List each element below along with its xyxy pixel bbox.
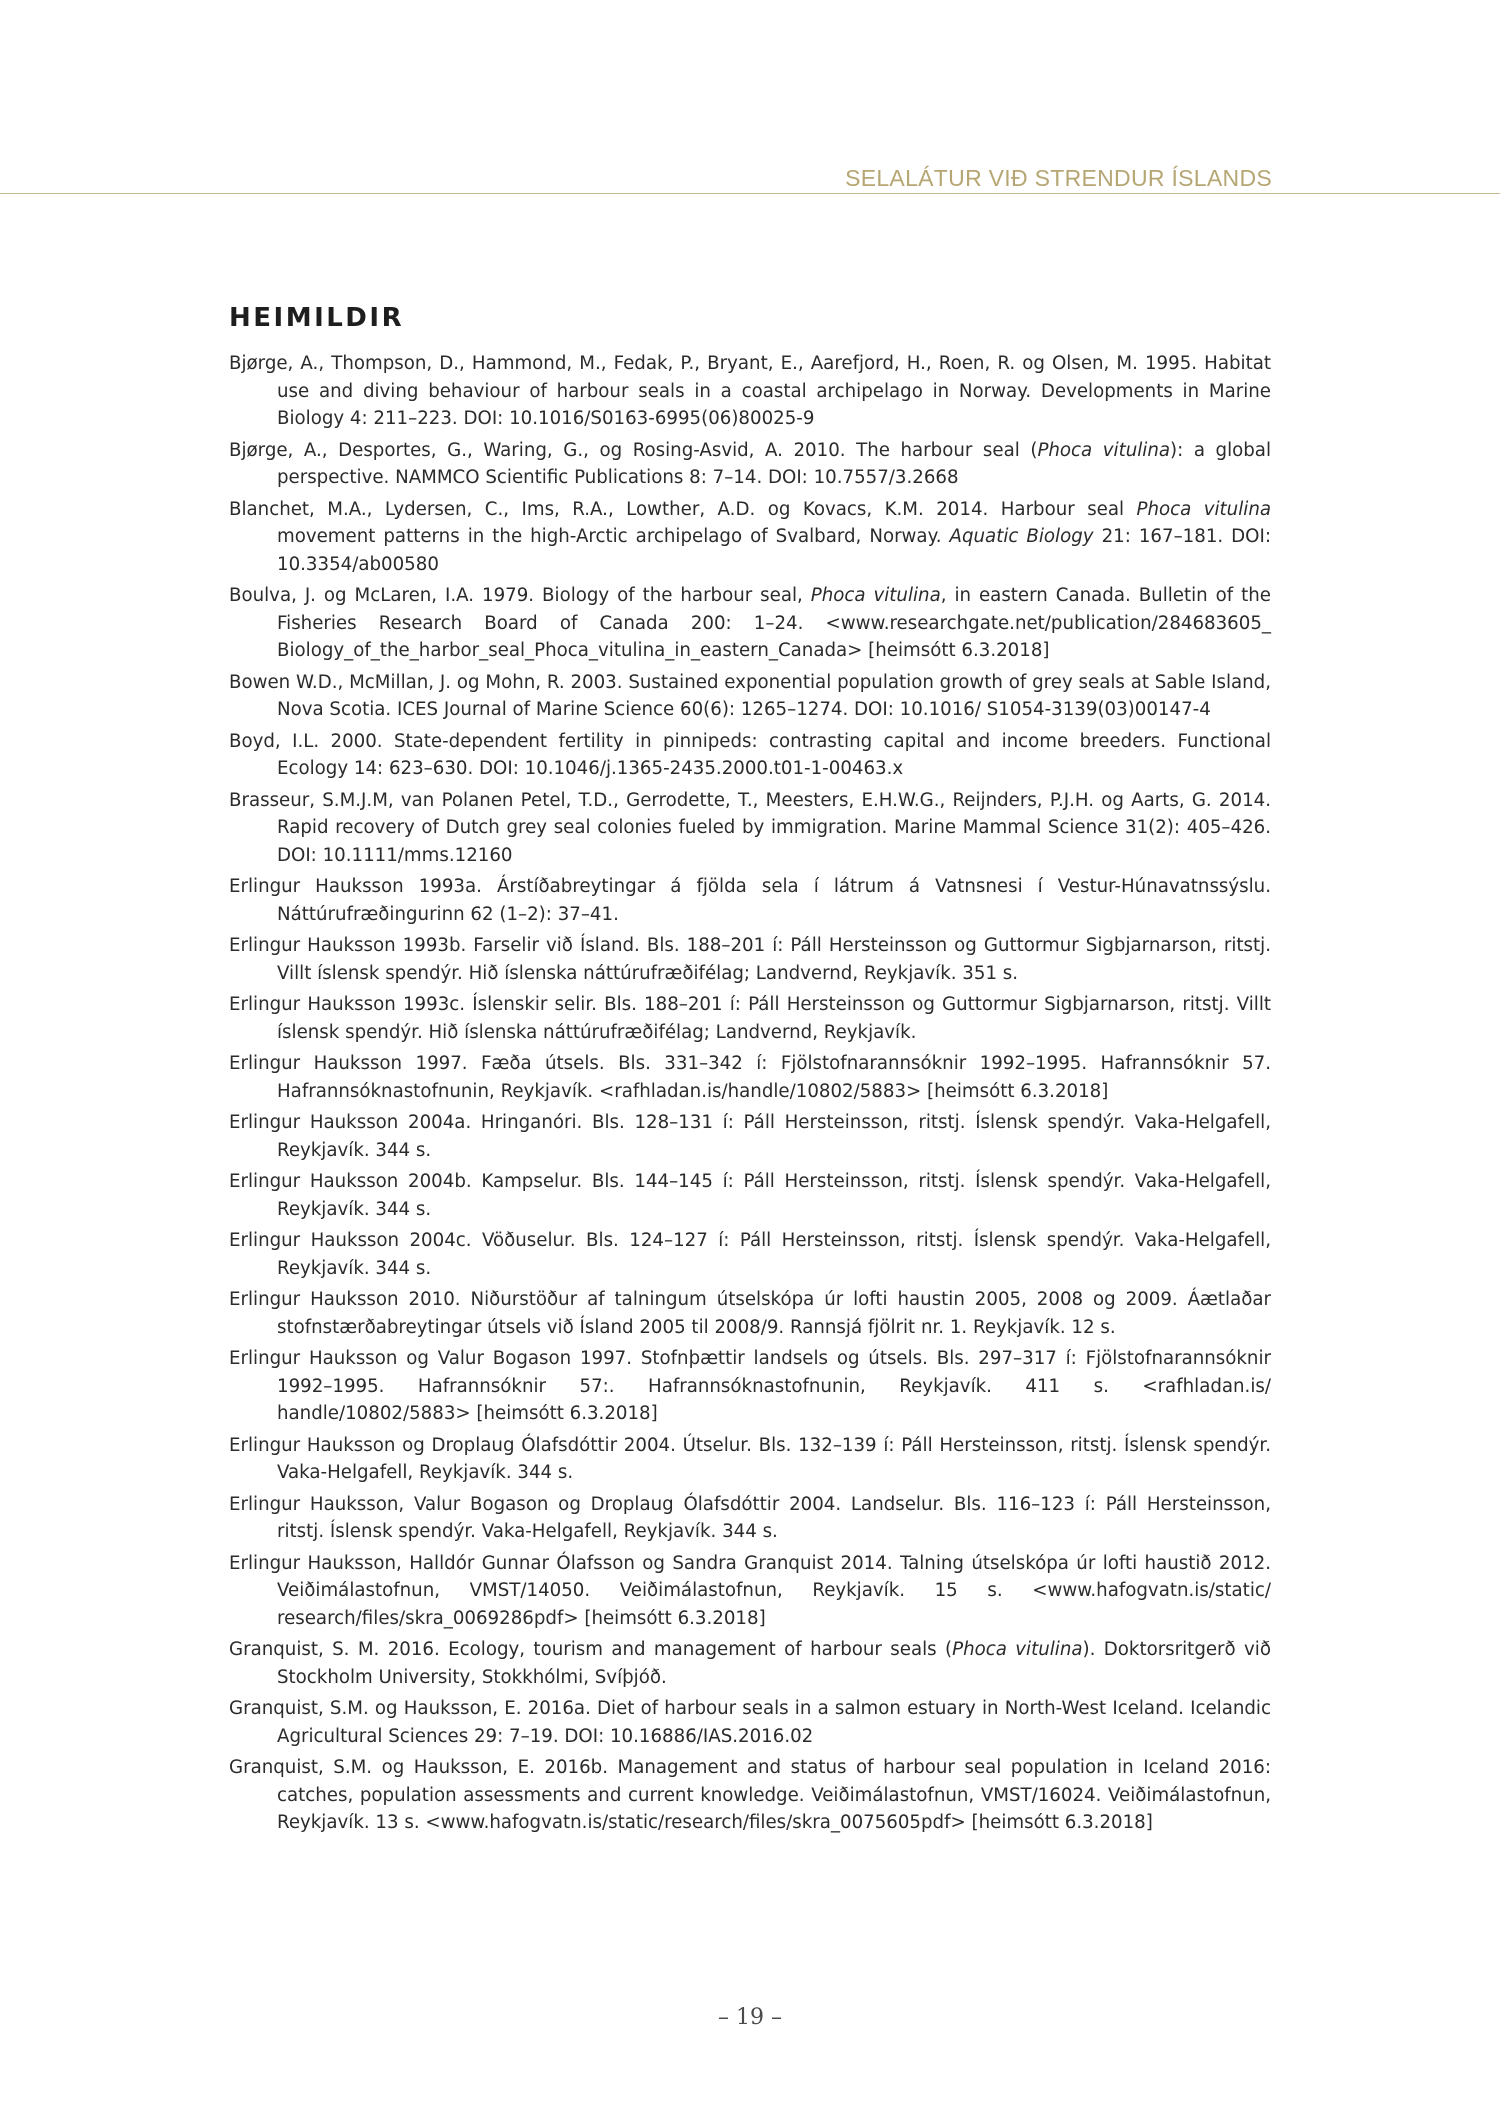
reference-entry [229,1345,1271,1428]
reference-entry [229,1491,1271,1546]
reference-entry [229,728,1271,783]
reference-entry [229,437,1271,492]
reference-entry [229,582,1271,665]
reference-text: Erlingur Hauksson, Halldór Gunnar Ólafsson og Sandra Granquist 2014. Talning útselskópa úr lofti haustið 2012. Veiðimálastofnun, VMST/14050. Veiðimálastofnun, Reykjavík. 15 s. <www.hafogvatn.is/static/ research/files/skra_0069286pdf> [heimsótt 6.3.2018] [229,1552,1271,1629]
reference-text: Granquist, S.M. og Hauksson, E. 2016a. Diet of harbour seals in a salmon estuary in North-West Iceland. Icelandic Agricultural Sciences 29: 7–19. DOI: 10.16886/IAS.2016.02 [229,1698,1271,1747]
reference-text: Erlingur Hauksson 1993a. Árstíðabreytingar á fjölda sela í látrum á Vatnsnesi í Vestur-Húnavatnssýslu. Náttúrufræðingurinn 62 (1–2): 37–41. [229,876,1271,925]
reference-text: 21: 167–181. DOI: 10.3354/ab00580 [277,526,1271,575]
reference-entry [229,1286,1271,1341]
reference-entry [229,1636,1271,1691]
reference-text: Bowen W.D., McMillan, J. og Mohn, R. 2003. Sustained exponential population growth of grey seals at Sable Island, Nova Scotia. ICES Journal of Marine Science 60(6): 1265–1274. DOI: 10.1016/ S1054-3139(03)00147-4 [229,671,1271,720]
reference-text: movement patterns in the high-Arctic archipelago of Svalbard, Norway. [277,526,950,547]
reference-text: ): a global perspective. NAMMCO Scientific Publications 8: 7–14. DOI: 10.7557/3.2668 [277,439,1271,488]
reference-entry [229,1050,1271,1105]
reference-text: Erlingur Hauksson 1993b. Farselir við Ísland. Bls. 188–201 í: Páll Hersteinsson og Guttormur Sigbjarnarson, ritstj. Villt íslensk spendýr. Hið íslenska náttúrufræðifélag; Landvernd, Reykjavík. 351 s. [229,935,1271,984]
reference-italic-text: Phoca vitulina [1136,498,1271,520]
reference-text: Erlingur Hauksson 2004b. Kampselur. Bls. 144–145 í: Páll Hersteinsson, ritstj. Íslensk spendýr. Vaka-Helgafell, Reykjavík. 344 s. [229,1171,1271,1220]
reference-text: Erlingur Hauksson og Valur Bogason 1997. Stofnþættir landsels og útsels. Bls. 297–317 í: Fjölstofnarannsóknir 1992–1995. Hafrannsóknir 57:. Hafrannsóknastofnunin, Reykjavík. 411 s. <rafhladan.is/ handle/10802/5883> [heimsótt 6.3.2018] [229,1348,1271,1424]
reference-entry [229,932,1271,987]
reference-text: Erlingur Hauksson 2010. Niðurstöður af talningum útselskópa úr lofti haustin 2005, 2008 og 2009. Áætlaðar stofnstærðabreytingar útsels við Ísland 2005 til 2008/9. Rannsjá fjölrit nr. 1. Reykjavík. 12 s. [229,1289,1271,1338]
reference-text: Boyd, I.L. 2000. State-dependent fertility in pinnipeds: contrasting capital and income breeders. Functional Ecology 14: 623–630. DOI: 10.1046/j.1365-2435.2000.t01-1-00463.x [229,730,1271,779]
reference-text: Erlingur Hauksson 2004c. Vöðuselur. Bls. 124–127 í: Páll Hersteinsson, ritstj. Íslensk spendýr. Vaka-Helgafell, Reykjavík. 344 s. [229,1230,1271,1279]
reference-text: Boulva, J. og McLaren, I.A. 1979. Biology of the harbour seal, [229,585,811,606]
reference-text: Brasseur, S.M.J.M, van Polanen Petel, T.D., Gerrodette, T., Meesters, E.H.W.G., Reijnders, P.J.H. og Aarts, G. 2014. Rapid recovery of Dutch grey seal colonies fueled by immigration. Marine Mammal Science 31(2): 405–426. DOI: 10.1111/mms.12160 [229,789,1271,866]
reference-entry [229,873,1271,928]
reference-entry [229,669,1271,724]
reference-italic-text: Phoca vitulina [1037,439,1171,461]
reference-text: Erlingur Hauksson, Valur Bogason og Droplaug Ólafsdóttir 2004. Landselur. Bls. 116–123 í: Páll Hersteinsson, ritstj. Íslensk spendýr. Vaka-Helgafell, Reykjavík. 344 s. [229,1493,1271,1542]
reference-text: ). Doktorsritgerð við Stockholm University, Stokkhólmi, Svíþjóð. [277,1639,1271,1688]
reference-italic-text: Phoca vitulina [952,1639,1083,1660]
reference-text: Bjørge, A., Thompson, D., Hammond, M., Fedak, P., Bryant, E., Aarefjord, H., Roen, R. og Olsen, M. 1995. Habitat use and diving behaviour of harbour seals in a coastal archipelago in Norway. Developments in Marine Biology 4: 211–223. DOI: 10.1016/S0163-6995(06)80025-9 [229,353,1271,429]
reference-italic-text: Phoca vitulina [810,585,941,606]
reference-text: , in eastern Canada. Bulletin of the Fisheries Research Board of Canada 200: 1–24. <www.researchgate.net/publication/284683605_ Biology_of_the_harbor_seal_Phoca_vitulina_in_eastern_Canada> [heimsótt 6.3.2018] [277,585,1271,661]
reference-entry [229,1109,1271,1164]
reference-text: Blanchet, M.A., Lydersen, C., Ims, R.A., Lowther, A.D. og Kovacs, K.M. 2014. Harbour seal [229,498,1137,520]
reference-entry [229,350,1271,433]
reference-entry [229,787,1271,870]
reference-italic-text: Aquatic Biology [949,526,1094,547]
header-rule [0,193,1500,194]
page-number: – 19 – [718,2005,782,2030]
reference-text: Granquist, S.M. og Hauksson, E. 2016b. Management and status of harbour seal population in Iceland 2016: catches, population assessments and current knowledge. Veiðimálastofnun, VMST/16024. Veiðimálastofnun, Reykjavík. 13 s. <www.hafogvatn.is/static/research/files/skra_0075605pdf> [heimsótt 6.3.2018] [229,1757,1271,1833]
reference-text: Bjørge, A., Desportes, G., Waring, G., og Rosing-Asvid, A. 2010. The harbour seal ( [229,439,1038,461]
running-header-title: SELALÁTUR VIÐ STRENDUR ÍSLANDS [845,165,1272,191]
reference-text: Erlingur Hauksson 1997. Fæða útsels. Bls. 331–342 í: Fjölstofnarannsóknir 1992–1995. Hafrannsóknir 57. Hafrannsóknastofnunin, Reykjavík. <rafhladan.is/handle/10802/5883> [heimsótt 6.3.2018] [229,1053,1271,1102]
reference-entry [229,496,1271,579]
reference-entry [229,1432,1271,1487]
reference-text: Erlingur Hauksson 2004a. Hringanóri. Bls. 128–131 í: Páll Hersteinsson, ritstj. Íslensk spendýr. Vaka-Helgafell, Reykjavík. 344 s. [229,1112,1271,1161]
reference-text: Granquist, S. M. 2016. Ecology, tourism and management of harbour seals ( [229,1639,953,1660]
reference-entry [229,1550,1271,1633]
section-heading: HEIMILDIR [229,303,405,333]
reference-text: Erlingur Hauksson og Droplaug Ólafsdóttir 2004. Útselur. Bls. 132–139 í: Páll Hersteinsson, ritstj. Íslensk spendýr. Vaka-Helgafell, Reykjavík. 344 s. [229,1434,1271,1483]
reference-entry [229,1754,1271,1837]
reference-entry [229,1168,1271,1223]
reference-entry [229,991,1271,1046]
reference-list [229,350,1271,1841]
reference-text: Erlingur Hauksson 1993c. Íslenskir selir. Bls. 188–201 í: Páll Hersteinsson og Guttormur Sigbjarnarson, ritstj. Villt íslensk spendýr. Hið íslenska náttúrufræðifélag; Landvernd, Reykjavík. [229,994,1271,1043]
reference-entry [229,1695,1271,1750]
reference-entry [229,1227,1271,1282]
